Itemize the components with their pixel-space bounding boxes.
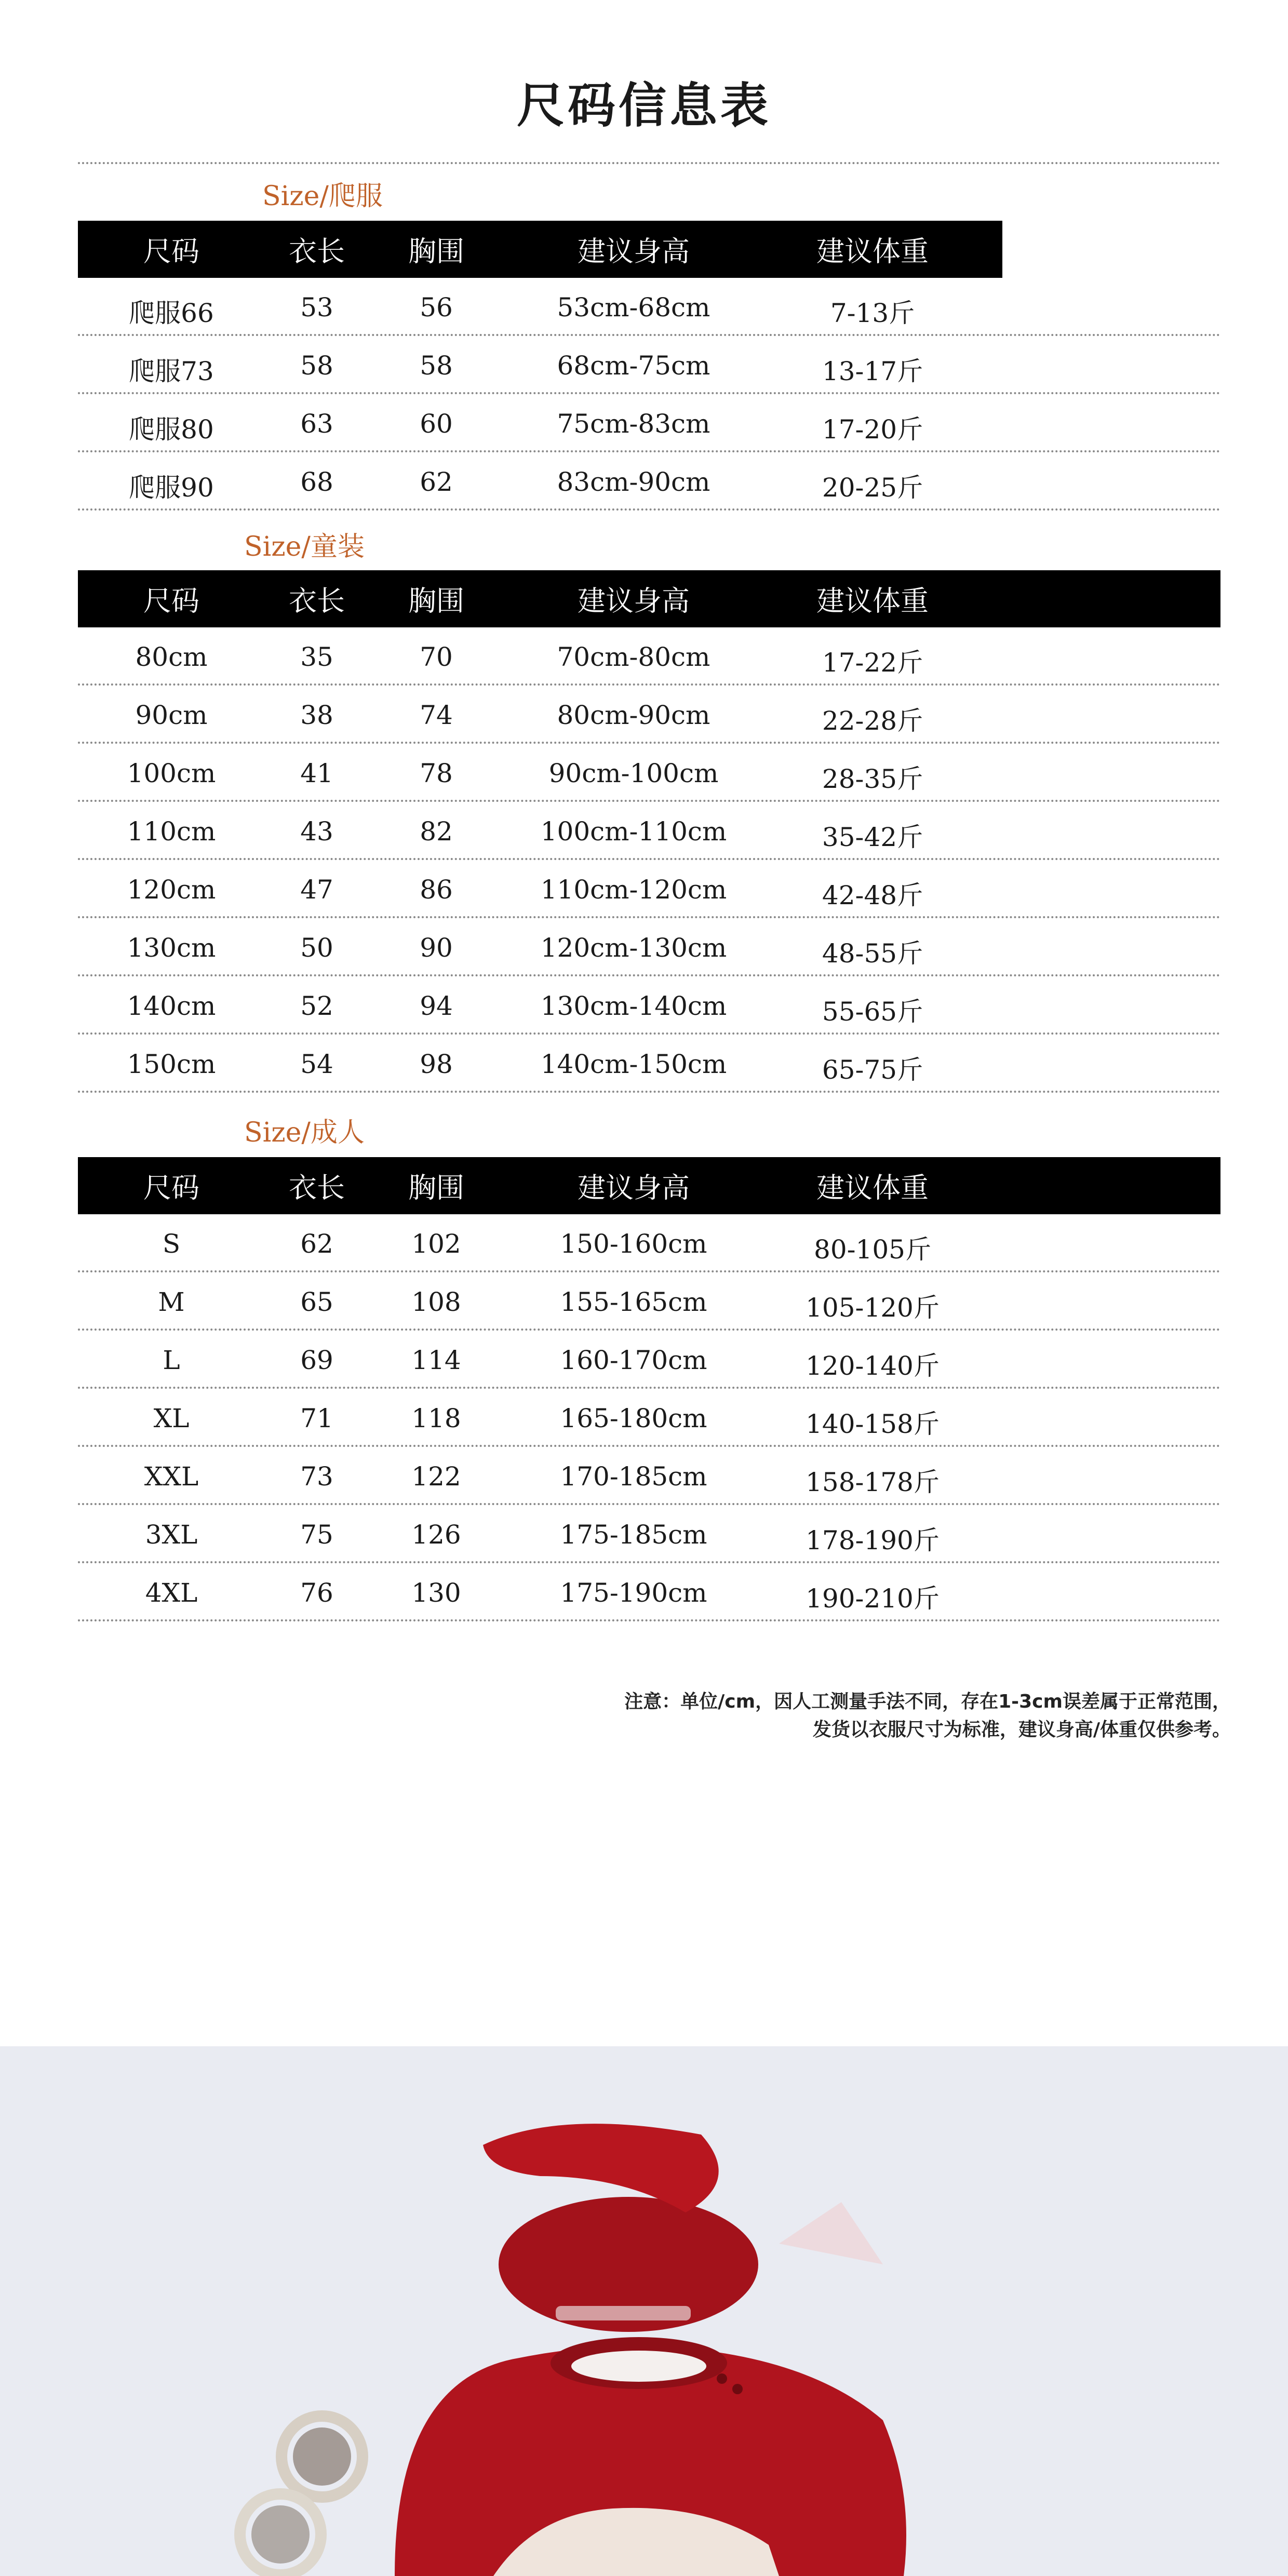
header-size: 尺码 <box>143 584 199 618</box>
cell-size: 120cm <box>127 875 216 905</box>
cell-size: S <box>162 1229 181 1259</box>
cell-size: 110cm <box>127 816 216 847</box>
cell-length: 41 <box>300 758 333 788</box>
cell-weight: 190-210斤 <box>806 1584 940 1614</box>
cell-height: 53cm-68cm <box>557 292 710 323</box>
cell-height: 120cm-130cm <box>540 933 727 963</box>
cell-weight: 42-48斤 <box>822 880 923 910</box>
cell-length: 47 <box>300 875 333 905</box>
cell-weight: 7-13斤 <box>830 298 915 328</box>
cell-height: 165-180cm <box>560 1403 707 1433</box>
title-divider <box>78 162 1220 164</box>
cell-chest: 114 <box>411 1345 461 1375</box>
cell-chest: 78 <box>420 758 453 788</box>
table-row <box>78 1331 1220 1389</box>
cell-size: 3XL <box>145 1520 198 1550</box>
cell-chest: 58 <box>420 351 453 381</box>
snap-button <box>732 2384 743 2394</box>
cell-weight: 13-17斤 <box>822 356 923 386</box>
header-height: 建议身高 <box>578 584 690 618</box>
header-weight: 建议体重 <box>816 235 929 268</box>
cell-length: 69 <box>300 1345 333 1375</box>
header-length: 衣长 <box>289 1171 345 1204</box>
cell-chest: 70 <box>420 642 453 672</box>
cell-chest: 74 <box>420 700 453 730</box>
cell-weight: 17-20斤 <box>822 414 923 445</box>
cell-chest: 82 <box>420 816 453 847</box>
cell-height: 68cm-75cm <box>557 351 710 381</box>
cell-height: 175-185cm <box>560 1520 707 1550</box>
cell-chest: 62 <box>420 467 453 497</box>
cell-size: 130cm <box>127 933 216 963</box>
cell-chest: 94 <box>420 991 453 1021</box>
cell-length: 54 <box>300 1049 333 1079</box>
cell-size: 爬服80 <box>129 414 214 445</box>
cell-height: 100cm-110cm <box>540 816 727 847</box>
header-height: 建议身高 <box>578 235 690 268</box>
cell-size: 爬服66 <box>129 298 214 328</box>
table-row <box>78 336 1220 394</box>
cell-size: 150cm <box>127 1049 216 1079</box>
header-length: 衣长 <box>289 584 345 618</box>
cell-length: 43 <box>300 816 333 847</box>
cell-height: 70cm-80cm <box>557 642 710 672</box>
table-row <box>78 686 1220 744</box>
cell-weight: 20-25斤 <box>822 473 923 503</box>
cell-height: 160-170cm <box>560 1345 707 1375</box>
section-label: Size/童装 <box>244 531 365 562</box>
page-title: 尺码信息表 <box>516 78 771 133</box>
table-row <box>78 627 1220 686</box>
cell-length: 76 <box>300 1578 333 1608</box>
inner-collar <box>571 2351 706 2382</box>
table-row <box>78 1035 1220 1093</box>
cell-size: XXL <box>144 1461 199 1492</box>
cell-size: 100cm <box>127 758 216 788</box>
cell-height: 150-160cm <box>560 1229 707 1259</box>
cell-height: 75cm-83cm <box>557 409 710 439</box>
cell-chest: 98 <box>420 1049 453 1079</box>
cell-chest: 126 <box>411 1520 461 1550</box>
table-row <box>78 278 1220 336</box>
cell-weight: 65-75斤 <box>822 1055 923 1085</box>
cell-weight: 178-190斤 <box>806 1525 940 1555</box>
header-weight: 建议体重 <box>816 584 929 618</box>
cell-chest: 130 <box>411 1578 461 1608</box>
header-chest: 胸围 <box>408 584 464 618</box>
cell-length: 52 <box>300 991 333 1021</box>
cell-length: 35 <box>300 642 333 672</box>
cell-height: 155-165cm <box>560 1287 707 1317</box>
table-row <box>78 1272 1220 1331</box>
cell-size: XL <box>153 1403 190 1433</box>
cell-size: 4XL <box>145 1578 198 1608</box>
cell-size: L <box>163 1345 180 1375</box>
section-label: Size/爬服 <box>262 181 383 212</box>
table-row <box>78 1214 1220 1272</box>
table-row <box>78 744 1220 802</box>
cell-height: 175-190cm <box>560 1578 707 1608</box>
cell-weight: 105-120斤 <box>806 1293 940 1323</box>
cell-chest: 56 <box>420 292 453 323</box>
product-photo <box>0 2046 1288 2576</box>
table-row <box>78 802 1220 860</box>
cell-length: 63 <box>300 409 333 439</box>
cell-size: 140cm <box>127 991 216 1021</box>
cell-length: 65 <box>300 1287 333 1317</box>
cell-height: 170-185cm <box>560 1461 707 1492</box>
cell-length: 75 <box>300 1520 333 1550</box>
cell-length: 53 <box>300 292 333 323</box>
cell-chest: 108 <box>411 1287 461 1317</box>
cell-weight: 55-65斤 <box>822 997 923 1027</box>
cell-length: 68 <box>300 467 333 497</box>
lens-tint-right <box>251 2505 310 2564</box>
header-chest: 胸围 <box>408 235 464 268</box>
cell-chest: 122 <box>411 1461 461 1492</box>
cell-height: 140cm-150cm <box>540 1049 727 1079</box>
table-row <box>78 1505 1220 1563</box>
cell-height: 83cm-90cm <box>557 467 710 497</box>
cell-height: 90cm-100cm <box>548 758 719 788</box>
table-row <box>78 394 1220 452</box>
cell-chest: 60 <box>420 409 453 439</box>
cell-length: 62 <box>300 1229 333 1259</box>
cell-chest: 118 <box>411 1403 461 1433</box>
cell-height: 110cm-120cm <box>540 875 727 905</box>
cell-chest: 102 <box>411 1229 461 1259</box>
cell-weight: 22-28斤 <box>822 706 923 736</box>
snap-button <box>717 2373 727 2384</box>
table-row <box>78 1563 1220 1621</box>
cell-weight: 120-140斤 <box>806 1351 940 1381</box>
note-line-1: 注意：单位/cm，因人工测量手法不同，存在1-3cm误差属于正常范围， <box>624 1691 1231 1712</box>
cell-size: 爬服73 <box>129 356 214 386</box>
cell-height: 80cm-90cm <box>557 700 710 730</box>
table-row <box>78 860 1220 918</box>
table-header <box>78 221 1002 278</box>
cell-length: 71 <box>300 1403 333 1433</box>
cell-weight: 35-42斤 <box>822 822 923 852</box>
cell-chest: 86 <box>420 875 453 905</box>
header-size: 尺码 <box>143 235 199 268</box>
cell-size: 90cm <box>135 700 208 730</box>
lens-tint-left <box>293 2427 351 2486</box>
header-size: 尺码 <box>143 1171 199 1204</box>
cell-height: 130cm-140cm <box>540 991 727 1021</box>
cell-size: 爬服90 <box>129 473 214 503</box>
product-photo-illustration <box>0 2046 1288 2576</box>
table-row <box>78 1389 1220 1447</box>
measurement-note <box>624 1688 1231 1744</box>
cell-weight: 17-22斤 <box>822 648 923 678</box>
cell-chest: 90 <box>420 933 453 963</box>
cell-weight: 80-105斤 <box>814 1235 931 1265</box>
cell-length: 38 <box>300 700 333 730</box>
cell-weight: 48-55斤 <box>822 938 923 969</box>
table-row <box>78 452 1220 511</box>
cell-length: 50 <box>300 933 333 963</box>
header-height: 建议身高 <box>578 1171 690 1204</box>
table-header <box>78 570 1220 627</box>
cell-size: 80cm <box>135 642 208 672</box>
header-weight: 建议体重 <box>816 1171 929 1204</box>
cell-size: M <box>158 1287 185 1317</box>
note-line-2: 发货以衣服尺寸为标准，建议身高/体重仅供参考。 <box>812 1719 1231 1740</box>
cell-weight: 28-35斤 <box>822 764 923 794</box>
cell-weight: 140-158斤 <box>806 1409 940 1439</box>
cell-length: 58 <box>300 351 333 381</box>
header-length: 衣长 <box>289 235 345 268</box>
table-row <box>78 918 1220 976</box>
table-row <box>78 976 1220 1035</box>
section-label: Size/成人 <box>244 1117 365 1148</box>
table-header <box>78 1157 1220 1214</box>
cell-weight: 158-178斤 <box>806 1467 940 1497</box>
cell-length: 73 <box>300 1461 333 1492</box>
hat-band <box>556 2306 691 2320</box>
table-row <box>78 1447 1220 1505</box>
header-chest: 胸围 <box>408 1171 464 1204</box>
